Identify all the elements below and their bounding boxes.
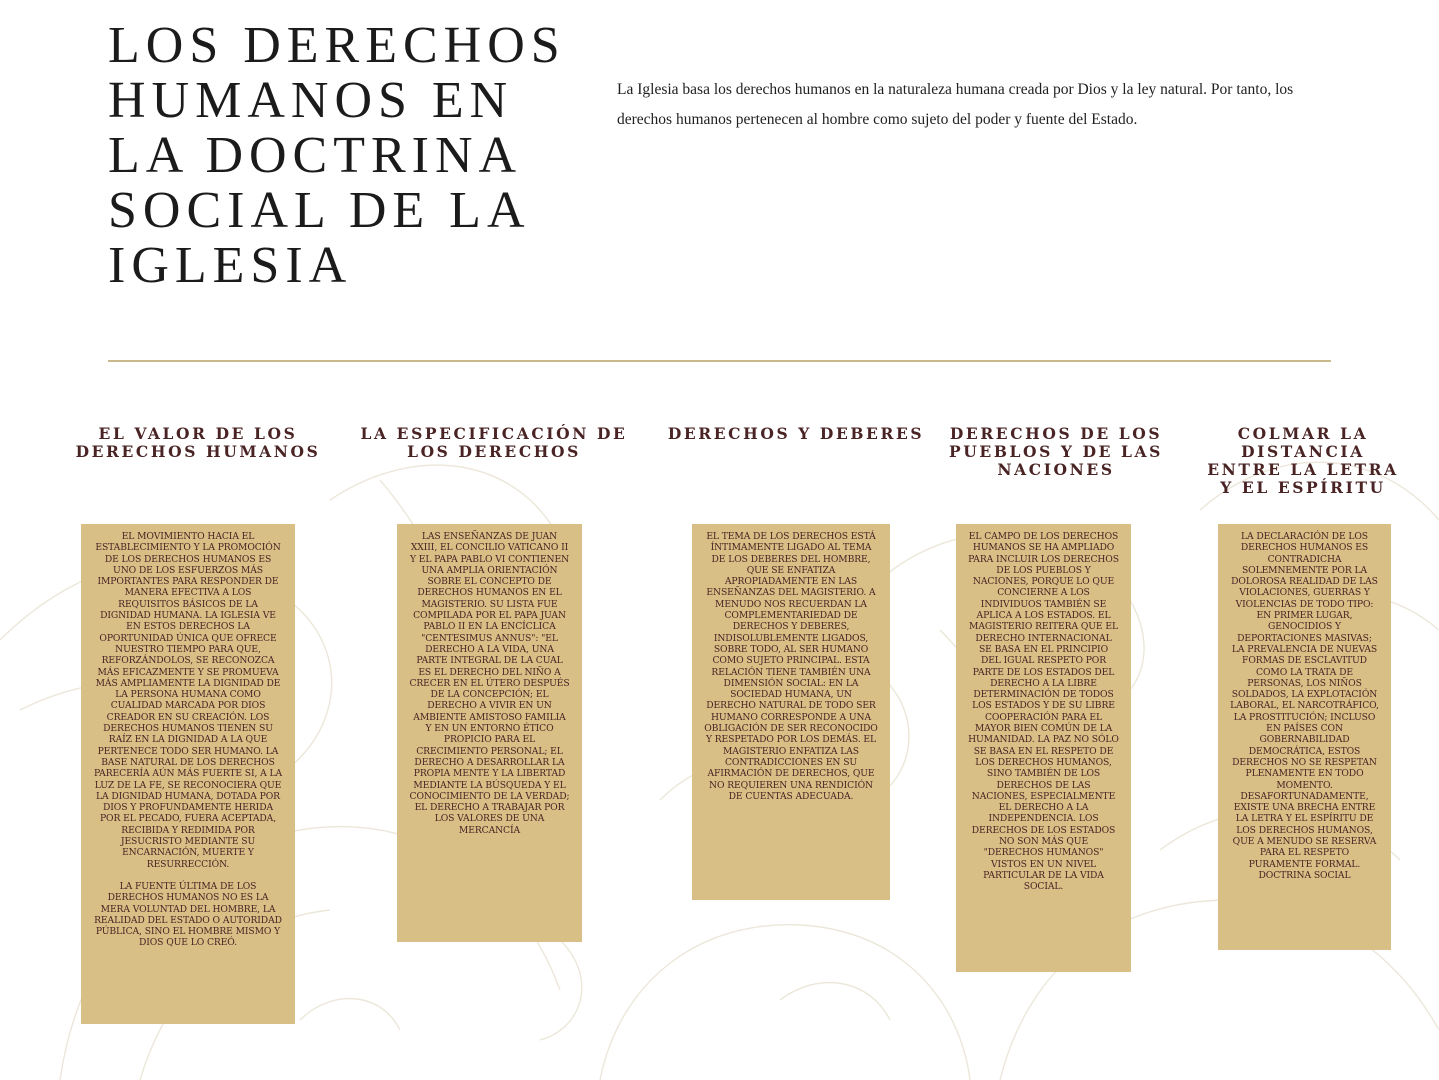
- column-card-colmar-distancia: [1218, 524, 1391, 950]
- card-paragraph: LA FUENTE ÚLTIMA DE LOS DERECHOS HUMANOS NO ES LA MERA VOLUNTAD DEL HOMBRE, LA REALIDAD DEL ESTADO O AUTORIDAD PÚBLICA, SINO EL HOMBRE MISMO Y DIOS QUE LO CREÓ.: [94, 880, 282, 949]
- column-heading-derechos-deberes: DERECHOS Y DEBERES: [667, 424, 925, 443]
- column-heading-valor: EL VALOR DE LOS DERECHOS HUMANOS: [75, 424, 321, 461]
- card-paragraph: EL CAMPO DE LOS DERECHOS HUMANOS SE HA AMPLIADO PARA INCLUIR LOS DERECHOS DE LOS PUEBLOS Y NACIONES, PORQUE LO QUE CONCIERNE A LOS INDIVIDUOS TAMBIÉN SE APLICA A LOS ESTADOS. EL MAGISTERIO REITERA QUE EL DERECHO INTERNACIONAL SE BASA EN EL PRINCIPIO DEL IGUAL RESPETO POR PARTE DE LOS ESTADOS DEL DERECHO A LA LIBRE DETERMINACIÓN DE TODOS LOS ESTADOS Y DE SU LIBRE COOPERACIÓN PARA EL MAYOR BIEN COMÚN DE LA HUMANIDAD. LA PAZ NO SÓLO SE BASA EN EL RESPETO DE LOS DERECHOS HUMANOS, SINO TAMBIÉN DE LOS DERECHOS DE LAS NACIONES, ESPECIALMENTE EL DERECHO A LA INDEPENDENCIA. LOS DERECHOS DE LOS ESTADOS NO SON MÁS QUE "DERECHOS HUMANOS" VISTOS EN UN NIVEL PARTICULAR DE LA VIDA SOCIAL.: [968, 531, 1119, 893]
- intro-text: [617, 75, 1317, 135]
- column-heading-colmar-distancia: COLMAR LA DISTANCIA ENTRE LA LETRA Y EL ESPÍRITU: [1207, 424, 1399, 497]
- column-card-pueblos-naciones: [956, 524, 1131, 972]
- intro-paragraph: La Iglesia basa los derechos humanos en la naturaleza humana creada por Dios y la ley natural. Por tanto, los derechos humanos pertenecen al hombre como sujeto del poder y fuente del Estado.: [617, 81, 1294, 128]
- title-divider: [108, 360, 1331, 362]
- card-paragraph: LA DECLARACIÓN DE LOS DERECHOS HUMANOS ES CONTRADICHA SOLEMNEMENTE POR LA DOLOROSA REALIDAD DE LAS VIOLACIONES, GUERRAS Y VIOLENCIAS DE TODO TIPO: EN PRIMER LUGAR, GENOCIDIOS Y DEPORTACIONES MASIVAS; LA PREVALENCIA DE NUEVAS FORMAS DE ESCLAVITUD COMO LA TRATA DE PERSONAS, LOS NIÑOS SOLDADOS, LA EXPLOTACIÓN LABORAL, EL NARCOTRÁFICO, LA PROSTITUCIÓN; INCLUSO EN PAÍSES CON GOBERNABILIDAD DEMOCRÁTICA, ESTOS DERECHOS NO SE RESPETAN PLENAMENTE EN TODO MOMENTO. DESAFORTUNADAMENTE, EXISTE UNA BRECHA ENTRE LA LETRA Y EL ESPÍRITU DE LOS DERECHOS HUMANOS, QUE A MENUDO SE RESERVA PARA EL RESPETO PURAMENTE FORMAL. DOCTRINA SOCIAL: [1230, 531, 1379, 881]
- column-heading-especificacion: LA ESPECIFICACIÓN DE LOS DERECHOS: [360, 424, 628, 461]
- column-card-valor: [81, 524, 295, 1024]
- column-card-derechos-deberes: [692, 524, 890, 900]
- card-paragraph: LAS ENSEÑANZAS DE JUAN XXIII, EL CONCILIO VATICANO II Y EL PAPA PABLO VI CONTIENEN UNA AMPLIA ORIENTACIÓN SOBRE EL CONCEPTO DE DERECHOS HUMANOS EN EL MAGISTERIO. SU LISTA FUE COMPILADA POR EL PAPA JUAN PABLO II EN LA ENCÍCLICA "CENTESIMUS ANNUS": "EL DERECHO A LA VIDA, UNA PARTE INTEGRAL DE LA CUAL ES EL DERECHO DEL NIÑO A CRECER EN EL ÚTERO DESPUÉS DE LA CONCEPCIÓN; EL DERECHO A VIVIR EN UN AMBIENTE AMISTOSO FAMILIA Y EN UN ENTORNO ÉTICO PROPICIO PARA EL CRECIMIENTO PERSONAL; EL DERECHO A DESARROLLAR LA PROPIA MENTE Y LA LIBERTAD MEDIANTE LA BÚSQUEDA Y EL CONOCIMIENTO DE LA VERDAD; EL DERECHO A TRABAJAR POR LOS VALORES DE UNA MERCANCÍA: [409, 531, 570, 836]
- card-paragraph: EL TEMA DE LOS DERECHOS ESTÁ ÍNTIMAMENTE LIGADO AL TEMA DE LOS DEBERES DEL HOMBRE, QUE SE ENFATIZA APROPIADAMENTE EN LAS ENSEÑANZAS DEL MAGISTERIO. A MENUDO NOS RECUERDAN LA COMPLEMENTARIEDAD DE DERECHOS Y DEBERES, INDISOLUBLEMENTE LIGADOS, SOBRE TODO, AL SER HUMANO COMO SUJETO PRINCIPAL. ESTA RELACIÓN TIENE TAMBIÉN UNA DIMENSIÓN SOCIAL: EN LA SOCIEDAD HUMANA, UN DERECHO NATURAL DE TODO SER HUMANO CORRESPONDE A UNA OBLIGACIÓN DE SER RECONOCIDO Y RESPETADO POR LOS DEMÁS. EL MAGISTERIO ENFATIZA LAS CONTRADICCIONES EN SU AFIRMACIÓN DE DERECHOS, QUE NO REQUIEREN UNA RENDICIÓN DE CUENTAS ADECUADA.: [704, 531, 878, 802]
- column-card-especificacion: [397, 524, 582, 942]
- card-paragraph: EL MOVIMIENTO HACIA EL ESTABLECIMIENTO Y LA PROMOCIÓN DE LOS DERECHOS HUMANOS ES UNO DE LOS ESFUERZOS MÁS IMPORTANTES PARA RESPONDER DE MANERA EFECTIVA A LOS REQUISITOS BÁSICOS DE LA DIGNIDAD HUMANA. LA IGLESIA VE EN ESTOS DERECHOS LA OPORTUNIDAD ÚNICA QUE OFRECE NUESTRO TIEMPO PARA QUE, REFORZÁNDOLOS, SE RECONOZCA MÁS EFICAZMENTE Y SE PROMUEVA MÁS AMPLIAMENTE LA DIGNIDAD DE LA PERSONA HUMANA COMO CUALIDAD MARCADA POR DIOS CREADOR EN SU CREACIÓN. LOS DERECHOS HUMANOS TIENEN SU RAÍZ EN LA DIGNIDAD A LA QUE PERTENECE TODO SER HUMANO. LA BASE NATURAL DE LOS DERECHOS PARECERÍA AÚN MÁS FUERTE SI, A LA LUZ DE LA FE, SE RECONOCIERA QUE LA DIGNIDAD HUMANA, DOTADA POR DIOS Y PROFUNDAMENTE HERIDA POR EL PECADO, FUERA ACEPTADA, RECIBIDA Y REDIMIDA POR JESUCRISTO MEDIANTE SU ENCARNACIÓN, MUERTE Y RESURRECCIÓN.: [93, 531, 283, 870]
- page-title: LOS DERECHOS HUMANOS EN LA DOCTRINA SOCIAL DE LA IGLESIA: [108, 17, 566, 294]
- column-heading-pueblos-naciones: DERECHOS DE LOS PUEBLOS Y DE LAS NACIONES: [949, 424, 1163, 479]
